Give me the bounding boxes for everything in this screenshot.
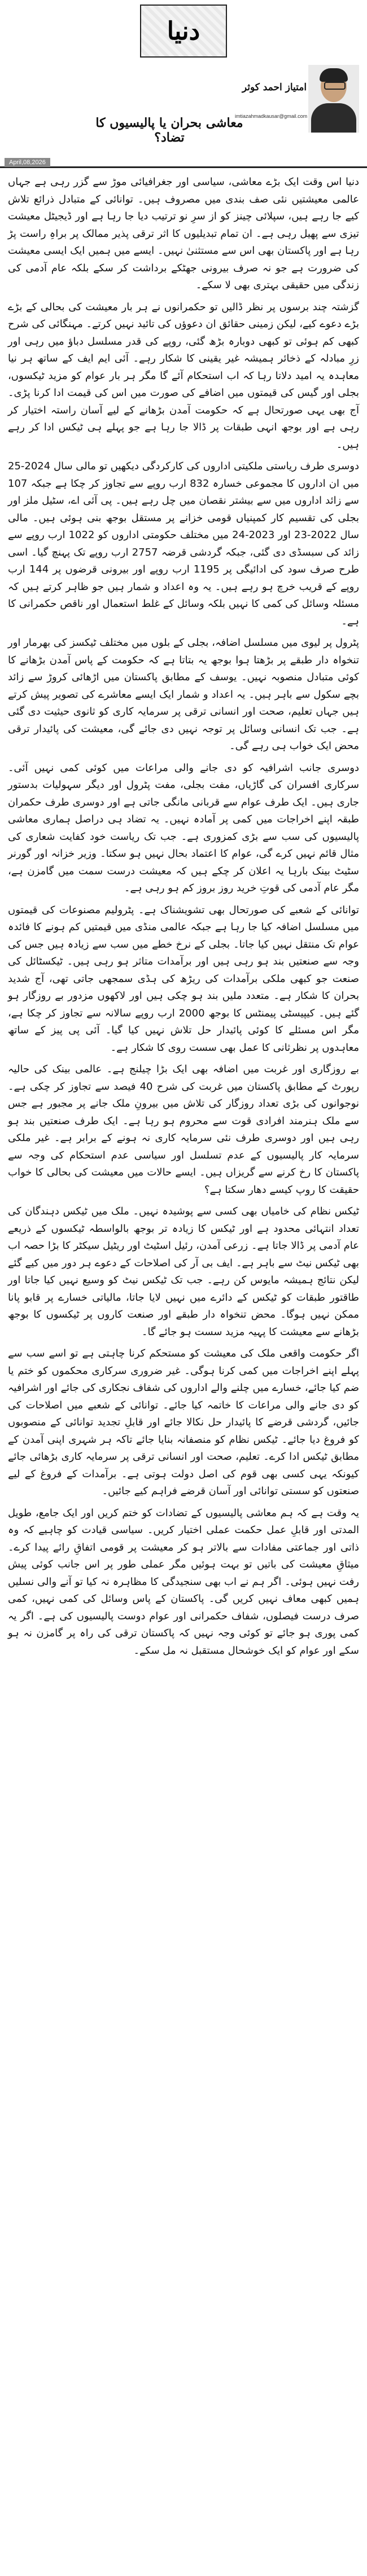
avatar-hair <box>320 68 348 82</box>
article-headline: معاشی بحران یا پالیسیوں کا تضاد؟ <box>95 116 243 145</box>
publish-date: April,08,2026 <box>5 158 50 167</box>
article-body <box>0 168 367 1659</box>
author-email: imtiazahmadkausar@gmail.com <box>235 113 308 119</box>
article-header <box>0 62 367 168</box>
author-name: امتیاز احمد کوثر <box>242 82 307 93</box>
article-paragraph: دوسری جانب اشرافیہ کو دی جانے والی مراعات میں کوئی کمی نہیں آئی۔ سرکاری افسران کی گاڑیاں، مفت بجلی، مفت پٹرول اور دیگر سہولیات بدستور جاری ہیں۔ ایک طرف عوام سے قربانی مانگی جاتی ہے اور دوسری طرف حکمران طبقہ اپنے اخراجات میں کمی پر آمادہ نہیں۔ یہ تضاد ہی دراصل ہماری معاشی پالیسیوں کی سب سے بڑی کمزوری ہے۔ جب تک ریاست خود کفایت شعاری کی مثال قائم نہیں کرے گی، عوام کا اعتماد بحال نہیں ہو سکتا۔ وزیر خزانہ اور گورنر سٹیٹ بینک بارہا یہ اعلان کر چکے ہیں کہ معیشت درست سمت میں گامزن ہے، مگر عام آدمی کی قوتِ خرید روز بروز کم ہو رہی ہے۔ <box>8 761 359 894</box>
avatar-body <box>311 103 356 133</box>
article-paragraph: دوسری طرف ریاستی ملکیتی اداروں کی کارکردگی دیکھیں تو مالی سال 2024-25 میں ان اداروں کا مجموعی خسارہ 832 ارب روپے سے تجاوز کر چکا ہے جبکہ 107 سے زائد اداروں میں سے بیشتر نقصان میں چل رہے ہیں۔ پی آئی اے، سٹیل ملز اور بجلی کی تقسیم کار کمپنیاں قومی خزانے پر مستقل بوجھ بنی ہوئی ہیں۔ مالی سال 2022-23 اور 2023-24 میں مختلف حکومتی اداروں کو 1022 ارب روپے سے زائد کی سبسڈی دی گئی، جبکہ گردشی قرضہ 2757 ارب روپے تک پہنچ گیا۔ اسی طرح صرف سود کی ادائیگی پر 1195 ارب روپے اور بیرونی قرضوں پر 144 ارب روپے کے قریب خرچ ہو رہے ہیں۔ یہ وہ اعداد و شمار ہیں جو ظاہر کرتے ہیں کہ مسئلہ وسائل کی کمی کا نہیں بلکہ وسائل کے غلط استعمال اور ناقص حکمرانی کا ہے۔ <box>8 460 360 627</box>
article-paragraph: اگر حکومت واقعی ملک کی معیشت کو مستحکم کرنا چاہتی ہے تو اسے سب سے پہلے اپنے اخراجات میں کمی کرنا ہوگی۔ غیر ضروری سرکاری محکموں کو ختم یا ضم کیا جائے، خسارے میں چلنے والے اداروں کی شفاف نجکاری کی جائے اور اشرافیہ کو دی جانے والی مراعات کا خاتمہ کیا جائے۔ توانائی کے شعبے میں اصلاحات کی جائیں، گردشی قرضے کا پائیدار حل نکالا جائے اور قابلِ تجدید توانائی کے منصوبوں کو فروغ دیا جائے۔ ٹیکس نظام کو منصفانہ بنایا جائے تاکہ ہر شہری اپنی آمدن کے مطابق ٹیکس ادا کرے۔ تعلیم، صحت اور انسانی ترقی پر سرمایہ کاری بڑھائی جائے کیونکہ یہی کسی بھی قوم کی اصل دولت ہوتی ہے۔ برآمدات کے فروغ کے لیے صنعتوں کو سستی توانائی اور آسان قرضے فراہم کیے جائیں۔ <box>8 1348 359 1497</box>
article-paragraph: گزشتہ چند برسوں پر نظر ڈالیں تو حکمرانوں نے ہر بار معیشت کی بحالی کے بڑے بڑے دعوے کیے، لیکن زمینی حقائق ان دعوؤں کی تائید نہیں کرتے۔ مہنگائی کی شرح کبھی کم ہوئی تو کبھی دوبارہ بڑھ گئی، روپے کی قدر مسلسل دباؤ میں رہی اور زرِ مبادلہ کے ذخائر ہمیشہ غیر یقینی کا شکار رہے۔ آئی ایم ایف کے ساتھ ہر نیا معاہدہ یہ امید دلاتا رہا کہ اب استحکام آئے گا مگر ہر بار عوام کو مزید ٹیکسوں، بجلی اور گیس کی قیمتوں میں اضافے کی صورت میں اس کی قیمت ادا کرنا پڑی۔ آج بھی یہی صورتحال ہے کہ حکومت آمدن بڑھانے کے لیے آسان راستہ اختیار کر رہی ہے اور بوجھ انہی طبقات پر ڈالا جا رہا ہے جو پہلے ہی ٹیکس ادا کر رہے ہیں۔ <box>8 301 359 451</box>
avatar-glasses <box>324 82 346 90</box>
article-paragraph: یہ وقت ہے کہ ہم معاشی پالیسیوں کے تضادات کو ختم کریں اور ایک جامع، طویل المدتی اور قابلِ عمل حکمت عملی اختیار کریں۔ سیاسی قیادت کو چاہیے کہ وہ ذاتی اور جماعتی مفادات سے بالاتر ہو کر معیشت پر قومی اتفاقِ رائے پیدا کرے۔ میثاقِ معیشت کی باتیں تو بہت ہوئیں مگر عملی طور پر اس جانب کوئی پیش رفت نہیں ہوئی۔ اگر ہم نے اب بھی سنجیدگی کا مظاہرہ نہ کیا تو آنے والی نسلیں ہمیں کبھی معاف نہیں کریں گی۔ پاکستان کے پاس وسائل کی کمی نہیں، کمی صرف درست فیصلوں، شفاف حکمرانی اور عوام دوست پالیسیوں کی ہے۔ اگر یہ کمی پوری ہو جائے تو کوئی وجہ نہیں کہ پاکستان ترقی کی راہ پر گامزن نہ ہو سکے اور عوام کو ایک خوشحال مستقبل نہ مل سکے۔ <box>8 1507 359 1657</box>
newspaper-logo[interactable]: دنیا <box>140 5 227 58</box>
masthead <box>0 0 367 62</box>
article-paragraph: پٹرول پر لیوی میں مسلسل اضافہ، بجلی کے بلوں میں مختلف ٹیکسز کی بھرمار اور تنخواہ دار طبقے پر بڑھتا ہوا بوجھ یہ بتاتا ہے کہ حکومت کے پاس آمدن بڑھانے کا کوئی متبادل منصوبہ نہیں۔ یوسف کے مطابق پاکستان میں اڑھائی کروڑ سے زائد بچے سکول سے باہر ہیں۔ یہ اعداد و شمار ایک ایسے معاشرے کی تصویر پیش کرتے ہیں جہاں تعلیم، صحت اور انسانی ترقی پر سرمایہ کاری کو ثانوی حیثیت دی گئی ہے۔ جب تک انسانی وسائل پر توجہ نہیں دی جائے گی، معیشت کی پائیدار ترقی محض ایک خواب ہی رہے گی۔ <box>8 637 359 752</box>
author-block <box>235 65 359 144</box>
article-paragraph: دنیا اس وقت ایک بڑے معاشی، سیاسی اور جغرافیائی موڑ سے گزر رہی ہے جہاں عالمی معیشتیں نئی صف بندی میں مصروف ہیں۔ توانائی کے متبادل ذرائع تلاش کیے جا رہے ہیں، سپلائی چینز کو از سرِ نو ترتیب دیا جا رہا ہے اور ڈیجیٹل معیشت تیزی سے پھیل رہی ہے۔ ان تمام تبدیلیوں کا اثر ترقی پذیر ممالک پر براہِ راست پڑ رہا ہے اور پاکستان بھی اس سے مستثنیٰ نہیں۔ ایسے میں ہمیں ایک ایسی معیشت کی ضرورت ہے جو نہ صرف بیرونی جھٹکے برداشت کر سکے بلکہ عام آدمی کی زندگی میں حقیقی بہتری بھی لا سکے۔ <box>8 176 360 291</box>
author-photo <box>308 65 359 133</box>
article-paragraph: ٹیکس نظام کی خامیاں بھی کسی سے پوشیدہ نہیں۔ ملک میں ٹیکس دہندگان کی تعداد انتہائی محدود ہے اور ٹیکس کا زیادہ تر بوجھ بالواسطہ ٹیکسوں کے ذریعے عام آدمی پر ڈالا جاتا ہے۔ زرعی آمدن، رئیل اسٹیٹ اور ریٹیل سیکٹر کا بڑا حصہ اب بھی ٹیکس نیٹ سے باہر ہے۔ ایف بی آر کی اصلاحات کے دعوے ہر دور میں کیے گئے لیکن نتائج ہمیشہ مایوس کن رہے۔ جب تک ٹیکس نیٹ کو وسیع نہیں کیا جاتا اور طاقتور طبقات کو ٹیکس کے دائرے میں نہیں لایا جاتا، مالیاتی خسارے پر قابو پانا ممکن نہیں ہوگا۔ محض تنخواہ دار طبقے اور صنعت کاروں پر ٹیکسوں کا بوجھ بڑھانے سے معیشت کا پہیہ مزید سست ہو جائے گا۔ <box>8 1205 359 1338</box>
article-paragraph: بے روزگاری اور غربت میں اضافہ بھی ایک بڑا چیلنج ہے۔ عالمی بینک کی حالیہ رپورٹ کے مطابق پاکستان میں غربت کی شرح 40 فیصد سے تجاوز کر چکی ہے۔ نوجوانوں کی بڑی تعداد روزگار کی تلاش میں بیرونِ ملک جانے پر مجبور ہے جس سے ملک ہنرمند افرادی قوت سے محروم ہو رہا ہے۔ ایک طرف صنعتیں بند ہو رہی ہیں اور دوسری طرف نئی سرمایہ کاری نہ ہونے کے برابر ہے۔ غیر ملکی سرمایہ کار پالیسیوں کے عدم تسلسل اور سیاسی عدم استحکام کی وجہ سے پاکستان کا رخ کرنے سے گریزاں ہیں۔ ایسے حالات میں معیشت کی بحالی کا خواب حقیقت کا روپ کیسے دھار سکتا ہے؟ <box>8 1063 359 1196</box>
article-paragraph: توانائی کے شعبے کی صورتحال بھی تشویشناک ہے۔ پٹرولیم مصنوعات کی قیمتوں میں مسلسل اضافہ کیا جا رہا ہے جبکہ عالمی منڈی میں قیمتیں کم ہونے کا فائدہ عوام تک منتقل نہیں کیا جاتا۔ بجلی کے نرخ خطے میں سب سے زیادہ ہیں جس کی وجہ سے صنعتیں بند ہو رہی ہیں اور برآمدات متاثر ہو رہی ہیں۔ ٹیکسٹائل کی صنعت جو کبھی ملکی برآمدات کی ریڑھ کی ہڈی سمجھی جاتی تھی، آج شدید بحران کا شکار ہے۔ متعدد ملیں بند ہو چکی ہیں اور لاکھوں مزدور بے روزگار ہو گئے ہیں۔ کیپیسٹی پیمنٹس کا بوجھ 2000 ارب روپے سالانہ سے تجاوز کر چکا ہے، مگر اس مسئلے کا کوئی پائیدار حل تلاش نہیں کیا گیا۔ آئی پی پیز کے ساتھ معاہدوں پر نظرثانی کا عمل بھی سست روی کا شکار ہے۔ <box>8 904 360 1054</box>
